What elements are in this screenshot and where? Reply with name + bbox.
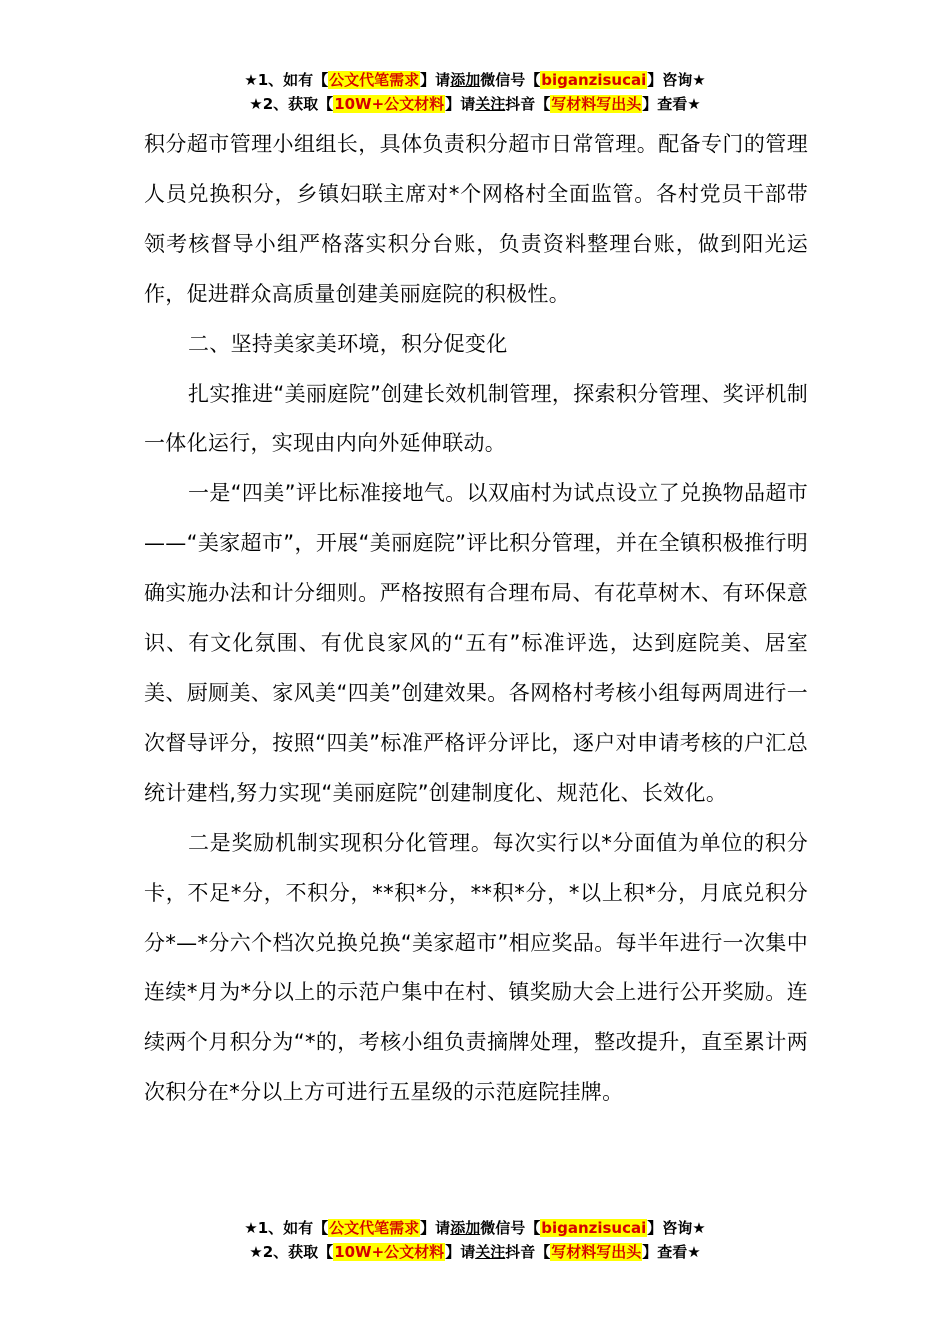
- footer-line-1-middle-b: 微信号【: [480, 1219, 541, 1237]
- footer-underlined-follow: 关注: [475, 1243, 506, 1261]
- footer-line-2-suffix: 】查看★: [642, 1243, 701, 1261]
- banner-line-2: [0, 92, 950, 116]
- header-banner: [0, 68, 950, 116]
- footer-line-2-middle-b: 抖音【: [505, 1243, 551, 1261]
- footer-line-2-prefix: ★2、获取【: [249, 1243, 334, 1261]
- footer-line-1-prefix: ★1、如有【: [244, 1219, 329, 1237]
- banner-line-2-middle-a: 】请: [445, 95, 476, 113]
- footer-highlight-service: 公文代笔需求: [329, 1219, 420, 1237]
- banner-line-2-middle-b: 抖音【: [505, 95, 551, 113]
- paragraph-continuation: 积分超市管理小组组长，具体负责积分超市日常管理。配备专门的管理人员兑换积分，乡镇妇联主席对*个网格村全面监管。各村党员干部带领考核督导小组严格落实积分台账，负责资料整理台账，做到阳光运作，促进群众高质量创建美丽庭院的积极性。: [144, 132, 808, 306]
- footer-underlined-add: 添加: [450, 1219, 481, 1237]
- banner-line-1-middle-b: 微信号【: [480, 71, 541, 89]
- footer-banner: [0, 1216, 950, 1264]
- banner-underlined-follow: 关注: [475, 95, 506, 113]
- paragraph-intro: 扎实推进“美丽庭院”创建长效机制管理，探索积分管理、奖评机制一体化运行，实现由内向外延伸联动。: [144, 381, 808, 456]
- banner-line-1: [0, 68, 950, 92]
- footer-highlight-materials: 10W+公文材料: [334, 1243, 445, 1261]
- footer-line-1-middle-a: 】请: [420, 1219, 451, 1237]
- footer-banner-line-1: [0, 1216, 950, 1240]
- footer-banner-line-2: [0, 1240, 950, 1264]
- footer-line-1-suffix: 】咨询★: [647, 1219, 706, 1237]
- banner-line-2-prefix: ★2、获取【: [249, 95, 334, 113]
- paragraph-reward-mechanism: 二是奖励机制实现积分化管理。每次实行以*分面值为单位的积分卡，不足*分，不积分，**积*分，**积*分，*以上积*分，月底兑积分分*—*分六个档次兑换兑换“美家超市”相应奖品。每半年进行一次集中连续*月为*分以上的示范户集中在村、镇奖励大会上进行公开奖励。连续两个月积分为“*的，考核小组负责摘牌处理，整改提升，直至累计两次积分在*分以上方可进行五星级的示范庭院挂牌。: [144, 830, 808, 1105]
- banner-highlight-douyin-account: 写材料写出头: [551, 95, 642, 113]
- banner-line-1-suffix: 】咨询★: [647, 71, 706, 89]
- footer-highlight-wechat-id: biganzisucai: [541, 1219, 647, 1237]
- document-body: [144, 120, 808, 1118]
- banner-highlight-service: 公文代笔需求: [329, 71, 420, 89]
- banner-line-1-prefix: ★1、如有【: [244, 71, 329, 89]
- footer-line-2-middle-a: 】请: [445, 1243, 476, 1261]
- banner-line-1-middle-a: 】请: [420, 71, 451, 89]
- banner-underlined-add: 添加: [450, 71, 481, 89]
- paragraph-four-beauties: 一是“四美”评比标准接地气。以双庙村为试点设立了兑换物品超市——“美家超市”，开展“美丽庭院”评比积分管理，并在全镇积极推行明确实施办法和计分细则。严格按照有合理布局、有花草树木、有环保意识、有文化氛围、有优良家风的“五有”标准评选，达到庭院美、居室美、厨厕美、家风美“四美”创建效果。各网格村考核小组每两周进行一次督导评分，按照“四美”标准严格评分评比，逐户对申请考核的户汇总统计建档,努力实现“美丽庭院”创建制度化、规范化、长效化。: [144, 481, 808, 805]
- banner-highlight-materials: 10W+公文材料: [334, 95, 445, 113]
- section-heading: 二、坚持美家美环境，积分促变化: [188, 331, 508, 356]
- banner-highlight-wechat-id: biganzisucai: [541, 71, 647, 89]
- footer-highlight-douyin-account: 写材料写出头: [551, 1243, 642, 1261]
- banner-line-2-suffix: 】查看★: [642, 95, 701, 113]
